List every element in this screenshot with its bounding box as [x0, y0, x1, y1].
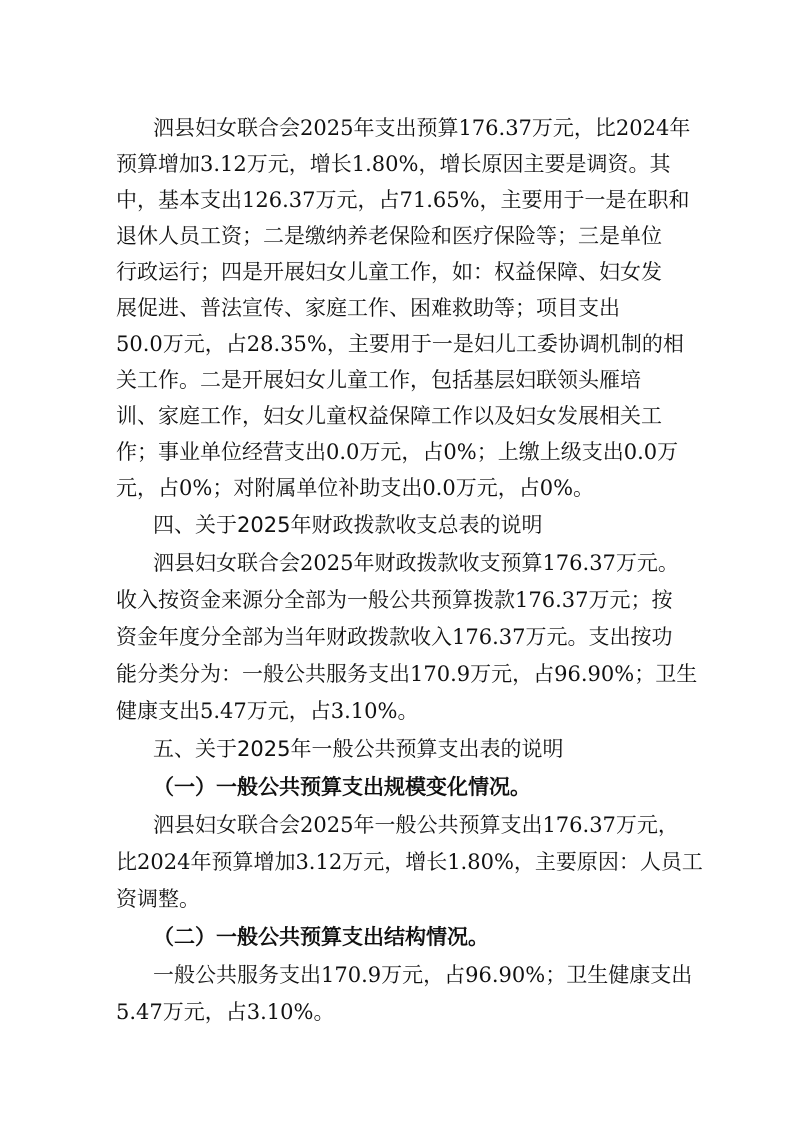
para1-line-2: 预算增加3.12万元，增长1.80%，增长原因主要是调资。其: [116, 152, 671, 176]
section-heading-5: 五、关于2025年一般公共预算支出表的说明: [153, 737, 564, 761]
subheading-1: （一）一般公共预算支出规模变化情况。: [153, 774, 531, 799]
para2-line-2: 收入按资金来源分全部为一般公共预算拨款176.37万元；按: [116, 588, 673, 612]
para2-line-5: 健康支出5.47万元，占3.10%。: [116, 699, 419, 723]
para1-line-9: 训、家庭工作，妇女儿童权益保障工作以及妇女发展相关工: [116, 404, 662, 428]
para1-line-1: 泗县妇女联合会2025年支出预算176.37万元，比2024年: [153, 116, 691, 140]
para3-line-1: 泗县妇女联合会2025年一般公共预算支出176.37万元，: [153, 813, 679, 837]
para3-line-3: 资调整。: [116, 887, 200, 911]
para1-line-6: 展促进、普法宣传、家庭工作、困难救助等；项目支出: [116, 296, 620, 320]
para1-line-11: 元，占0%；对附属单位补助支出0.0万元，占0%。: [116, 476, 595, 500]
para1-line-4: 退休人员工资；二是缴纳养老保险和医疗保险等；三是单位: [116, 224, 662, 248]
para3-line-2: 比2024年预算增加3.12万元，增长1.80%，主要原因：人员工: [116, 850, 703, 874]
para1-line-5: 行政运行；四是开展妇女儿童工作，如：权益保障、妇女发: [116, 260, 662, 284]
para2-line-1: 泗县妇女联合会2025年财政拨款收支预算176.37万元。: [153, 551, 679, 575]
para2-line-4: 能分类分为：一般公共服务支出170.9万元，占96.90%；卫生: [116, 662, 698, 686]
para4-line-2: 5.47万元，占3.10%。: [116, 1000, 335, 1024]
para1-line-7: 50.0万元，占28.35%，主要用于一是妇儿工委协调机制的相: [116, 332, 684, 356]
para1-line-10: 作；事业单位经营支出0.0万元，占0%；上缴上级支出0.0万: [116, 440, 679, 464]
para1-line-3: 中，基本支出126.37万元，占71.65%，主要用于一是在职和: [116, 188, 690, 212]
section-heading-4: 四、关于2025年财政拨款收支总表的说明: [153, 513, 543, 537]
para4-line-1: 一般公共服务支出170.9万元，占96.90%；卫生健康支出: [153, 963, 693, 987]
para2-line-3: 资金年度分全部为当年财政拨款收入176.37万元。支出按功: [116, 625, 673, 649]
para1-line-8: 关工作。二是开展妇女儿童工作，包括基层妇联领头雁培: [116, 368, 641, 392]
subheading-2: （二）一般公共预算支出结构情况。: [153, 924, 489, 949]
